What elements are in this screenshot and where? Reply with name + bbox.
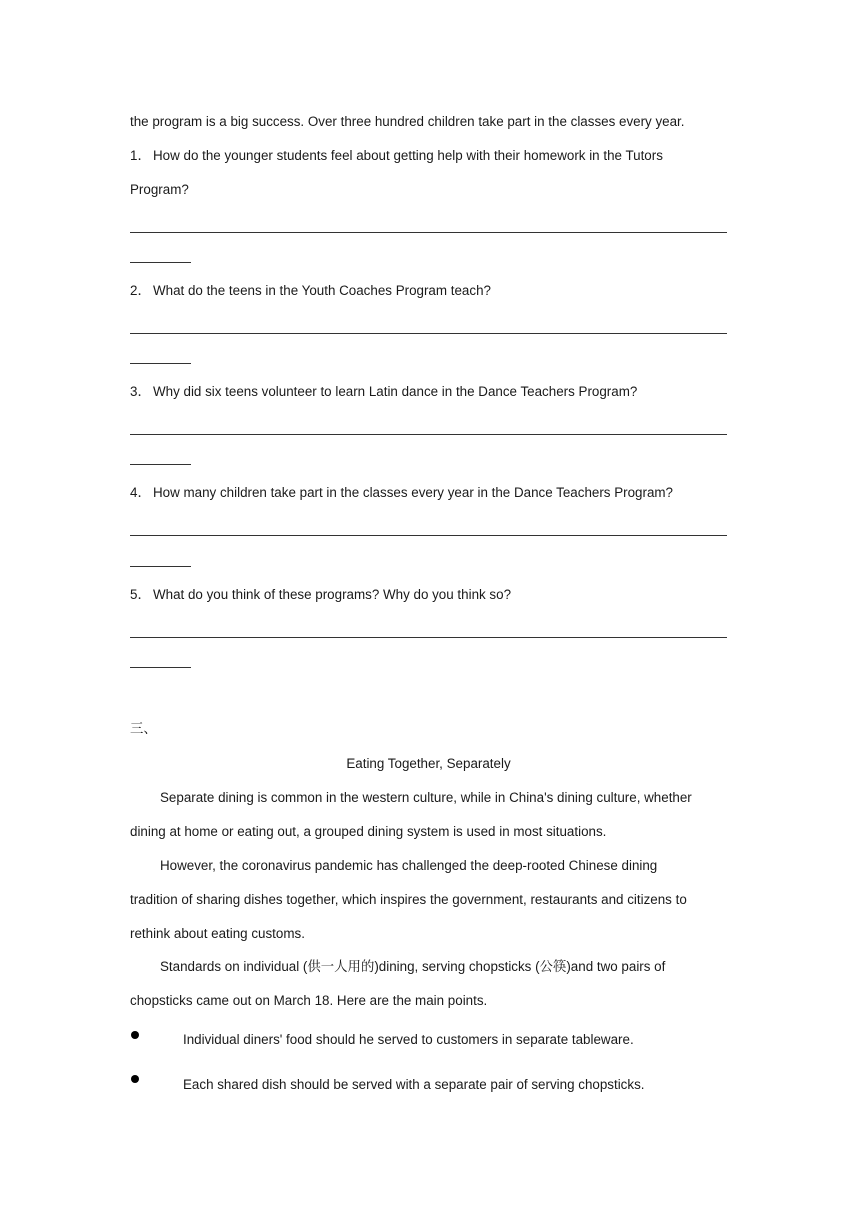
intro-line: the program is a big success. Over three hundred children take part in the classes every year. xyxy=(130,114,685,129)
answer-line-2-short[interactable] xyxy=(130,363,191,364)
question-5-text: What do you think of these programs? Why do you think so? xyxy=(153,587,512,602)
question-5-number: 5． xyxy=(130,587,151,602)
paragraph-1-line-1: Separate dining is common in the western culture, while in China's dining culture, whether xyxy=(160,790,692,805)
paragraph-2-line-1: However, the coronavirus pandemic has challenged the deep-rooted Chinese dining xyxy=(160,858,658,873)
question-2-number: 2． xyxy=(130,283,151,298)
question-1-number: 1． xyxy=(130,148,151,163)
question-3-text: Why did six teens volunteer to learn Latin dance in the Dance Teachers Program? xyxy=(153,384,638,399)
question-3-number: 3． xyxy=(130,384,151,399)
bullet-icon xyxy=(131,1031,139,1039)
bullet-item-1: Individual diners' food should he served to customers in separate tableware. xyxy=(183,1032,634,1047)
question-1-continued: Program? xyxy=(130,182,189,197)
article-title: Eating Together, Separately xyxy=(346,756,511,771)
answer-line-3-short[interactable] xyxy=(130,464,191,465)
section-label: 三、 xyxy=(130,722,157,737)
question-2-text: What do the teens in the Youth Coaches Program teach? xyxy=(153,283,491,298)
paragraph-2-line-2: tradition of sharing dishes together, which inspires the government, restaurants and citizens to xyxy=(130,892,687,907)
paragraph-3-line-2: chopsticks came out on March 18. Here are the main points. xyxy=(130,993,488,1008)
answer-line-1[interactable] xyxy=(130,232,727,233)
bullet-item-2: Each shared dish should be served with a separate pair of serving chopsticks. xyxy=(183,1077,645,1092)
answer-line-5[interactable] xyxy=(130,637,727,638)
answer-line-4[interactable] xyxy=(130,535,727,536)
question-3 xyxy=(130,383,637,401)
question-4-number: 4． xyxy=(130,485,151,500)
answer-line-2[interactable] xyxy=(130,333,727,334)
answer-line-3[interactable] xyxy=(130,434,727,435)
paragraph-2-line-3: rethink about eating customs. xyxy=(130,926,305,941)
question-2 xyxy=(130,282,491,300)
paragraph-3-line-1: Standards on individual (供一人用的)dining, serving chopsticks (公筷)and two pairs of xyxy=(160,959,666,974)
question-4-text: How many children take part in the classes every year in the Dance Teachers Program? xyxy=(153,485,674,500)
answer-line-5-short[interactable] xyxy=(130,667,191,668)
paragraph-1-line-2: dining at home or eating out, a grouped dining system is used in most situations. xyxy=(130,824,607,839)
question-1 xyxy=(130,147,663,165)
question-4 xyxy=(130,484,673,502)
answer-line-1-short[interactable] xyxy=(130,262,191,263)
bullet-icon xyxy=(131,1075,139,1083)
question-5 xyxy=(130,586,511,604)
answer-line-4-short[interactable] xyxy=(130,566,191,567)
question-1-text: How do the younger students feel about getting help with their homework in the Tutors xyxy=(153,148,663,163)
